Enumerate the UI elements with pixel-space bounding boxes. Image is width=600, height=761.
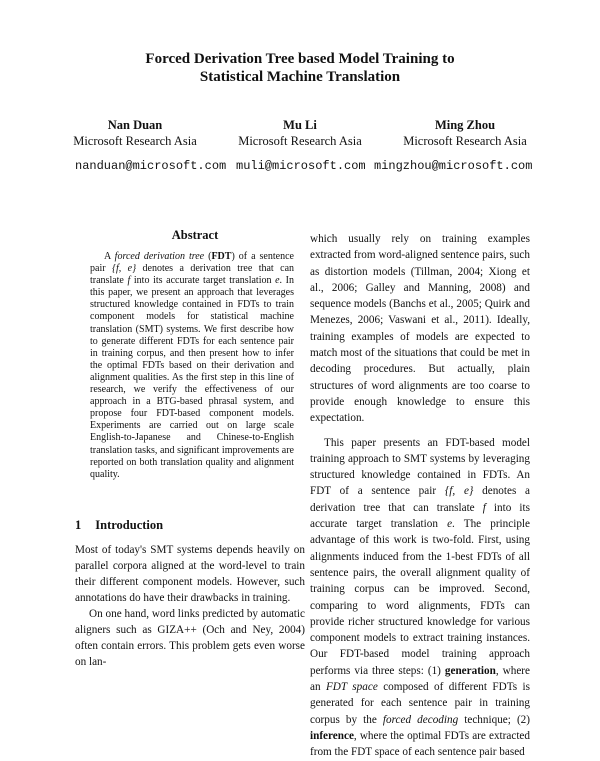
body-math: {f, e} bbox=[444, 485, 474, 498]
body-math: e bbox=[447, 518, 453, 531]
right-column-body bbox=[310, 231, 530, 761]
section-heading bbox=[75, 518, 177, 533]
author-email: muli@microsoft.com bbox=[236, 159, 366, 173]
intro-paragraph-1: Most of today's SMT systems depends heavily on parallel corpora aligned at the word-level to train their different component models. However, such annotations do have their drawbacks in training. bbox=[75, 544, 305, 604]
abstract-math: f bbox=[127, 275, 131, 287]
body-math: f bbox=[482, 501, 486, 514]
abstract-math: e bbox=[275, 275, 280, 287]
abstract-body bbox=[90, 251, 294, 481]
abstract-text: ( bbox=[204, 251, 212, 262]
right-paragraph-1: which usually rely on training examples extracted from word-aligned sentence pairs, such as distortion models (Tillman, 2004; Xiong et al., 2006; Galley and Manning, 2008) and sequence models (Banchs et al., 2005; Quirk and Menezes, 2006; Vaswani et al., 2011). Ideally, training examples of models are expected to match most of the situations that could be met in decoding procedures. But actually, plain structures of word alignments are too coarse to provide enough knowledge to ensure this expectation. bbox=[310, 233, 530, 425]
introduction-body bbox=[75, 542, 305, 670]
title-line-1: Forced Derivation Tree based Model Training to bbox=[145, 51, 455, 67]
abstract-text: denotes a derivation tree that can translate bbox=[90, 263, 295, 287]
author-3 bbox=[380, 117, 550, 149]
abstract-text: ) of a sentence pair bbox=[90, 251, 294, 275]
abstract-heading: Abstract bbox=[171, 228, 219, 242]
body-bold-term: inference bbox=[310, 729, 354, 742]
body-bold-term: generation bbox=[444, 664, 496, 677]
intro-paragraph-2: On one hand, word links predicted by automatic aligners such as GIZA++ (Och and Ney, 2004) often contain errors. This problem gets even worse on lan- bbox=[75, 608, 305, 668]
body-text: into its accurate target translation bbox=[310, 501, 530, 531]
body-text: , where an bbox=[310, 664, 530, 694]
abstract-text: into its accurate target translation bbox=[130, 275, 276, 287]
abstract-math: {f, e} bbox=[111, 263, 137, 275]
body-text: composed of different FDTs is generated for each sentence pair in training corpus by the bbox=[310, 681, 530, 726]
author-name: Mu Li bbox=[283, 118, 317, 132]
author-name: Ming Zhou bbox=[434, 118, 496, 132]
body-text: , where the optimal FDTs are extracted from the FDT space of each sentence pair based bbox=[310, 729, 530, 759]
abstract-text: A bbox=[104, 251, 115, 262]
abstract-text: . In this paper, we present an approach that leverages structured knowledge contained in FDTs to train component models for statistical machine translation (SMT) systems. We first describe how to generate different FDTs for each sentence pair in training corpus, and then present how to infer the optimal FDTs based on their derivation and alignment qualities. As the first step in this line of research, we verify the effectiveness of our approach in a BTG-based phrasal system, and propose four FDT-based component models. Experiments are carried out on large scale English-to-Japanese and Chinese-to-English translation tasks, and significant improvements are reported on both translation quality and alignment quality. bbox=[90, 275, 294, 480]
section-number: 1 bbox=[75, 518, 82, 532]
author-email: mingzhou@microsoft.com bbox=[374, 159, 533, 173]
body-text: technique; (2) bbox=[458, 713, 530, 726]
right-paragraph-2 bbox=[310, 435, 530, 761]
abstract-acronym: FDT bbox=[211, 251, 232, 262]
author-affiliation: Microsoft Research Asia bbox=[73, 134, 197, 148]
author-name: Nan Duan bbox=[107, 118, 163, 132]
author-affiliation: Microsoft Research Asia bbox=[238, 134, 362, 148]
author-1 bbox=[50, 117, 220, 149]
body-text: denotes a derivation tree that can translate bbox=[310, 485, 531, 514]
author-affiliation: Microsoft Research Asia bbox=[403, 134, 527, 148]
author-2 bbox=[215, 117, 385, 149]
body-italic-term: FDT space bbox=[325, 681, 378, 694]
section-title: Introduction bbox=[95, 518, 164, 532]
abstract-term: forced derivation tree bbox=[114, 251, 205, 262]
body-italic-term: forced decoding bbox=[382, 713, 459, 726]
author-email: nanduan@microsoft.com bbox=[75, 159, 227, 173]
body-text: This paper presents an FDT-based model training approach to SMT systems by leveraging structured knowledge contained in FDTs. An FDT of a sentence pair bbox=[310, 436, 530, 498]
paper-title bbox=[0, 50, 600, 86]
body-text: . The principle advantage of this work is two-fold. First, using alignments induced from the 1-best FDTs of all sentence pairs, the overall alignment quality of training corpus can be improved. Second, comparing to word alignments, FDTs can provide richer structured knowledge for various component models to extract training instances. Our FDT-based model training approach performs via three steps: (1) bbox=[310, 518, 530, 677]
title-line-2: Statistical Machine Translation bbox=[199, 69, 401, 85]
